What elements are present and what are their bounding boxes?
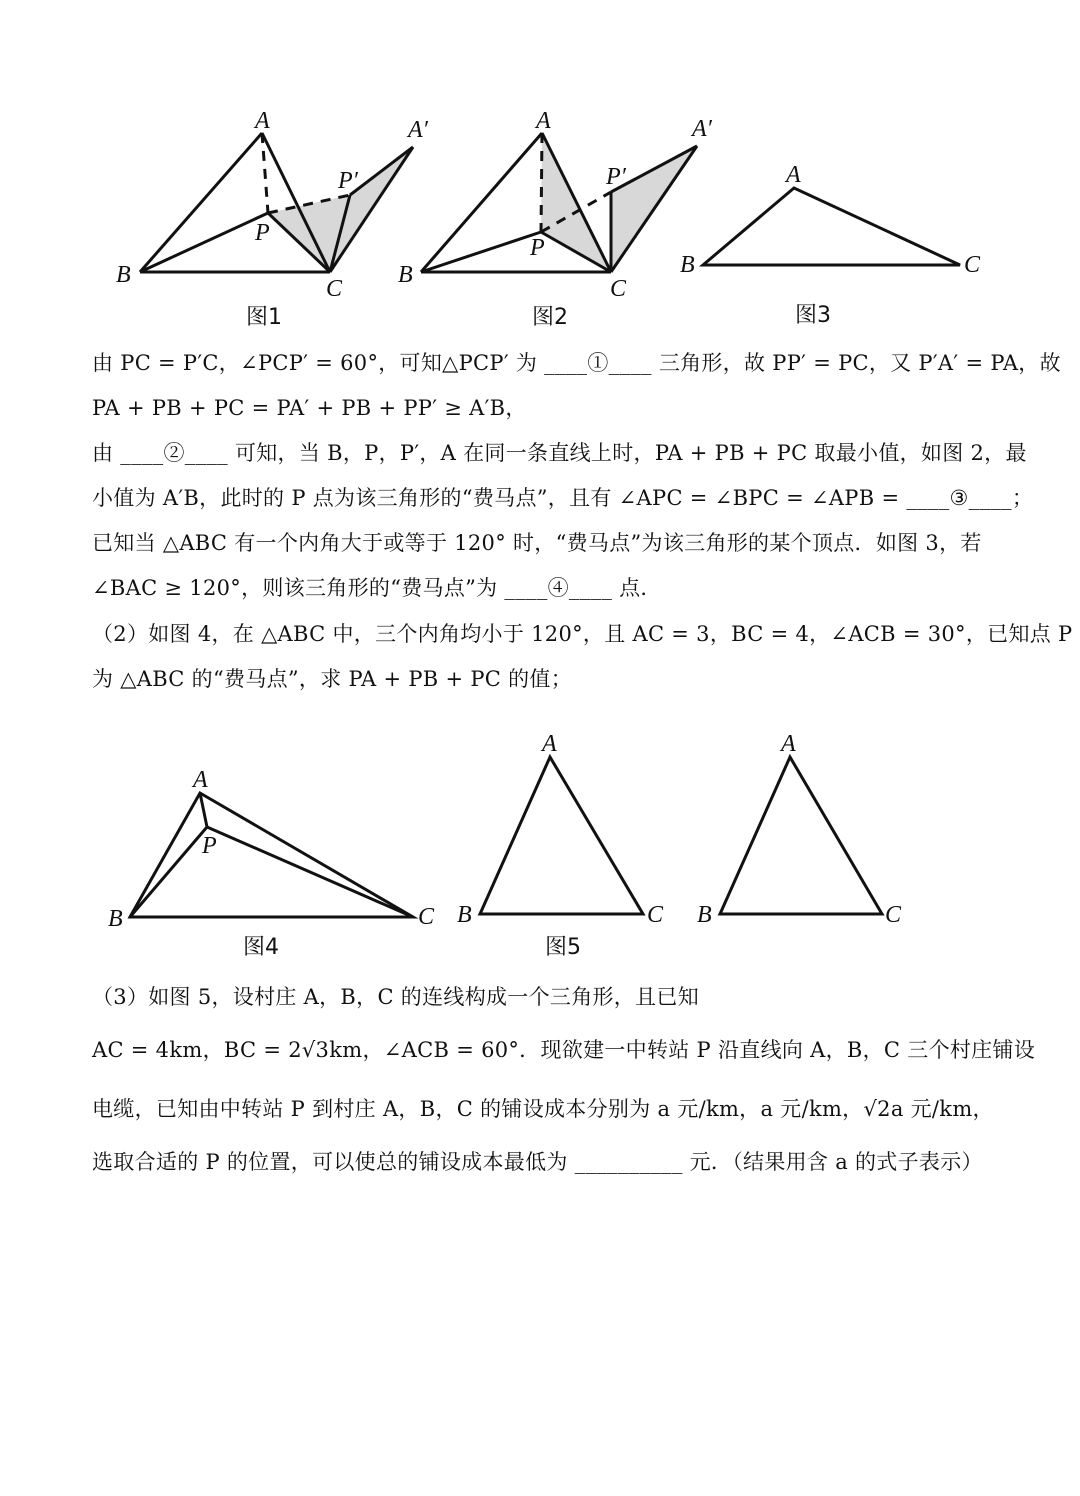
figure-5	[480, 757, 643, 914]
fig4-label-A: A	[193, 767, 208, 793]
fig6-label-B: B	[697, 902, 712, 928]
text-line-3: 由 ____②____ 可知，当 B，P，P′，A 在同一条直线上时，PA + PB + PC 取最小值，如图 2，最	[92, 441, 1027, 465]
fig1-label-A-prime: A′	[408, 117, 428, 143]
figure-6	[720, 757, 882, 914]
text-line-5: 已知当 △ABC 有一个内角大于或等于 120° 时，“费马点”为该三角形的某个顶点．如图 3，若	[92, 531, 982, 555]
fig1-label-C: C	[326, 276, 343, 302]
fig2-caption: 图2	[532, 305, 568, 330]
text-line-12: 选取合适的 P 的位置，可以使总的铺设成本最低为 __________ 元．（结果用含 a 的式子表示）	[92, 1150, 983, 1174]
fig4-label-B: B	[108, 906, 123, 932]
fig3-caption: 图3	[795, 303, 831, 328]
fig5-label-B: B	[457, 902, 472, 928]
fig6-label-A: A	[781, 731, 796, 757]
fig1-label-P: P	[255, 220, 270, 246]
figure-4	[130, 793, 413, 917]
fig5-label-C: C	[647, 902, 664, 928]
text-line-11: 电缆，已知由中转站 P 到村庄 A，B，C 的铺设成本分别为 a 元/km，a 元/km，√2a 元/km，	[92, 1097, 994, 1121]
text-line-9: （3）如图 5，设村庄 A，B，C 的连线构成一个三角形，且已知	[92, 985, 700, 1009]
fig2-label-C: C	[610, 276, 627, 302]
figure-3	[703, 188, 960, 265]
fig3-label-A: A	[786, 162, 801, 188]
text-line-4: 小值为 A′B，此时的 P 点为该三角形的“费马点”，且有 ∠APC = ∠BPC = ∠APB = ____③____；	[92, 486, 1034, 510]
fig4-caption: 图4	[243, 935, 279, 960]
fig5-caption: 图5	[545, 935, 581, 960]
fig6-label-C: C	[885, 902, 902, 928]
fig5-label-A: A	[542, 731, 557, 757]
fig2-label-P: P	[530, 235, 545, 261]
fig2-label-A: A	[536, 108, 551, 134]
text-line-8: 为 △ABC 的“费马点”，求 PA + PB + PC 的值；	[92, 667, 572, 691]
fig2-label-A-prime: A′	[692, 116, 712, 142]
figure-2	[421, 133, 697, 272]
figure-1	[140, 133, 413, 272]
fig4-label-C: C	[418, 904, 435, 930]
fig3-label-C: C	[964, 252, 981, 278]
fig1-label-A: A	[255, 108, 270, 134]
fig4-label-P: P	[202, 833, 217, 859]
fig3-label-B: B	[680, 252, 695, 278]
text-line-6: ∠BAC ≥ 120°，则该三角形的“费马点”为 ____④____ 点．	[92, 576, 662, 600]
fig2-label-B: B	[398, 262, 413, 288]
text-line-1: 由 PC = P′C，∠PCP′ = 60°，可知△PCP′ 为 ____①____ 三角形，故 PP′ = PC，又 P′A′ = PA，故	[92, 351, 1061, 375]
text-line-2: PA + PB + PC = PA′ + PB + PP′ ≥ A′B，	[92, 396, 527, 420]
fig1-label-P-prime: P′	[338, 168, 358, 194]
fig1-label-B: B	[116, 262, 131, 288]
text-line-7: （2）如图 4，在 △ABC 中，三个内角均小于 120°，且 AC = 3，BC = 4，∠ACB = 30°，已知点 P	[92, 622, 1073, 646]
fig2-label-P-prime: P′	[606, 164, 626, 190]
fig1-caption: 图1	[246, 305, 282, 330]
text-line-10: AC = 4km，BC = 2√3km，∠ACB = 60°．现欲建一中转站 P 沿直线向 A，B，C 三个村庄铺设	[92, 1038, 1036, 1062]
